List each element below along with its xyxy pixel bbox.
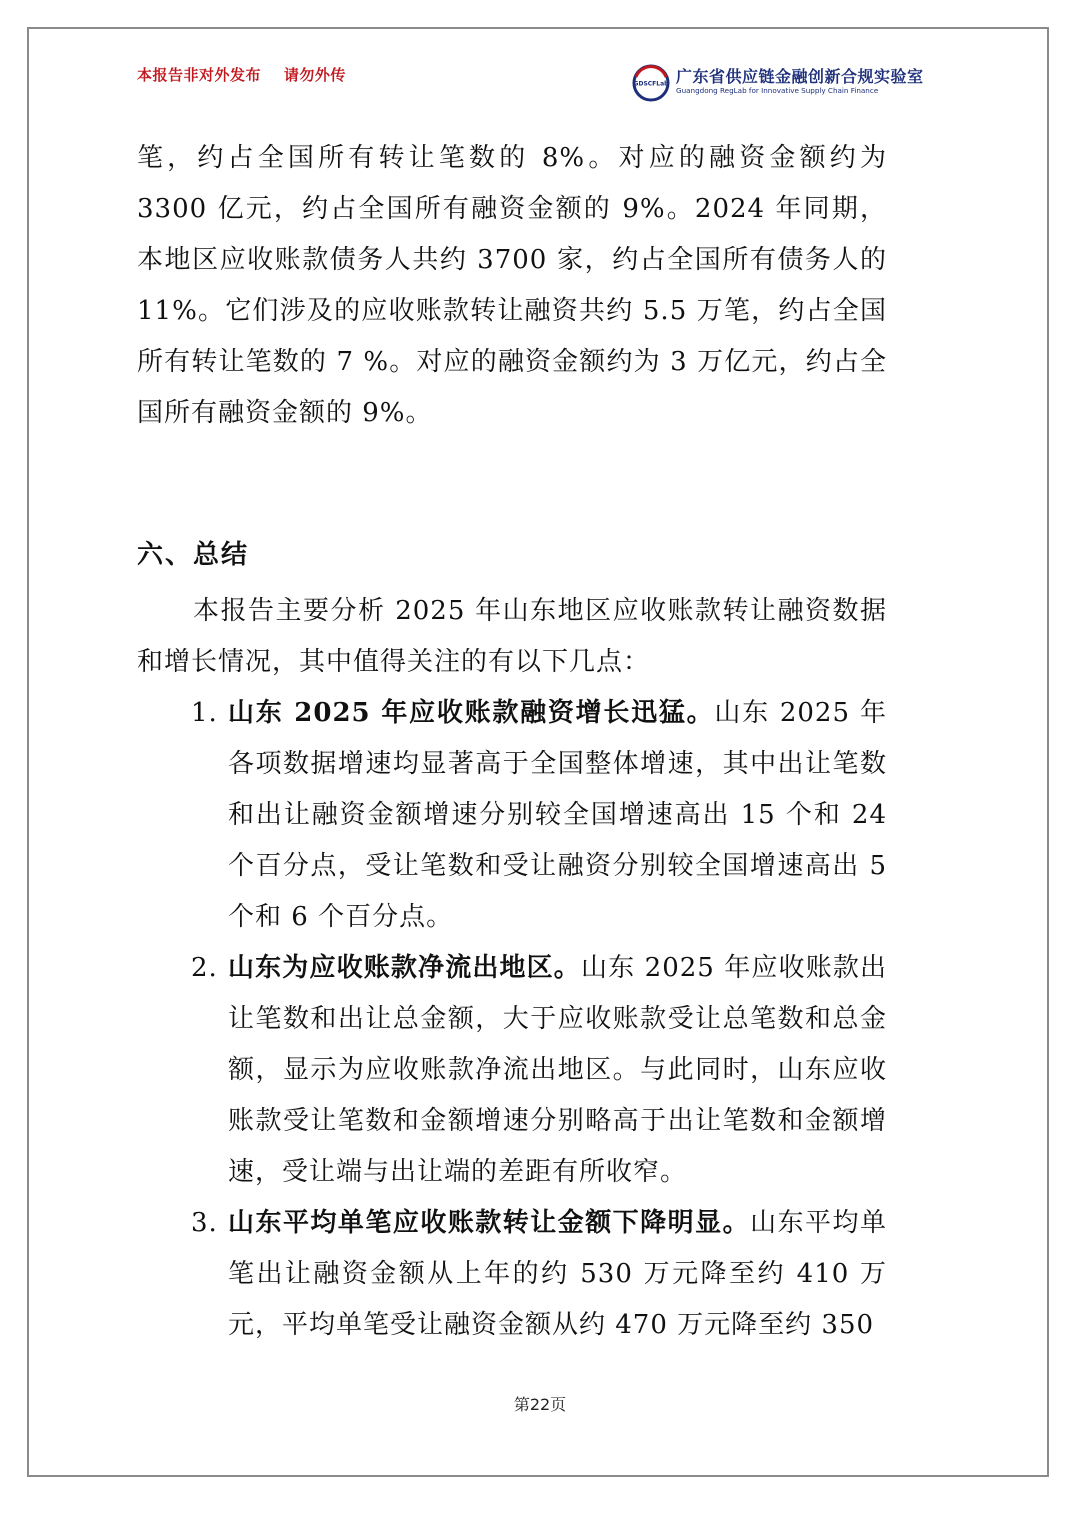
confidential-notice: 本报告非对外发布 请勿外传	[137, 66, 346, 84]
item-text: 山东 2025 年各项数据增速均显著高于全国整体增速，其中出让笔数和出让融资金额增速分别较全国增速高出 15 个和 24 个百分点，受让笔数和受让融资分别较全国增速高出 5 个和 6 个百分点。	[228, 698, 888, 932]
item-heading: 山东 2025 年应收账款融资增长迅猛。	[228, 698, 715, 728]
intro-paragraph: 本报告主要分析 2025 年山东地区应收账款转让融资数据和增长情况，其中值得关注的有以下几点：	[137, 596, 887, 677]
item-text: 山东平均单笔出让融资金额从上年的约 530 万元降至约 410 万元，平均单笔受让融资金额从约 470 万元降至约 350	[228, 1208, 887, 1340]
item-number: 3.	[191, 1208, 218, 1238]
section-heading: 六、总结	[137, 540, 250, 570]
lab-seal-icon	[632, 64, 670, 102]
list-item	[137, 688, 887, 943]
lab-logo	[632, 63, 932, 103]
item-heading: 山东平均单笔应收账款转让金额下降明显。	[228, 1208, 751, 1238]
item-number: 2.	[191, 953, 218, 983]
list-item	[137, 943, 887, 1198]
item-text: 山东 2025 年应收账款出让笔数和出让总金额，大于应收账款受让总笔数和总金额，显示为应收账款净流出地区。与此同时，山东应收账款受让笔数和金额增速分别略高于出让笔数和金额增速，受让端与出让端的差距有所收窄。	[228, 953, 887, 1187]
item-heading: 山东为应收账款净流出地区。	[228, 953, 581, 983]
seal-text: GDSCFLab	[633, 80, 669, 88]
item-number: 1.	[191, 698, 218, 728]
summary-list	[137, 688, 887, 1351]
lab-title: 广东省供应链金融创新合规实验室	[676, 67, 924, 86]
lab-subtitle: Guangdong RegLab for Innovative Supply Chain Finance	[676, 86, 879, 95]
body-paragraph: 笔，约占全国所有转让笔数的 8%。对应的融资金额约为 3300 亿元，约占全国所有融资金额的 9%。2024 年同期，本地区应收账款债务人共约 3700 家，约占全国所有债务人的 11%。它们涉及的应收账款转让融资共约 5.5 万笔，约占全国所有转让笔数的 7 %。对应的融资金额约为 3 万亿元，约占全国所有融资金额的 9%。	[137, 143, 887, 428]
list-item	[137, 1198, 887, 1351]
page-number: 第22页	[513, 1395, 567, 1414]
